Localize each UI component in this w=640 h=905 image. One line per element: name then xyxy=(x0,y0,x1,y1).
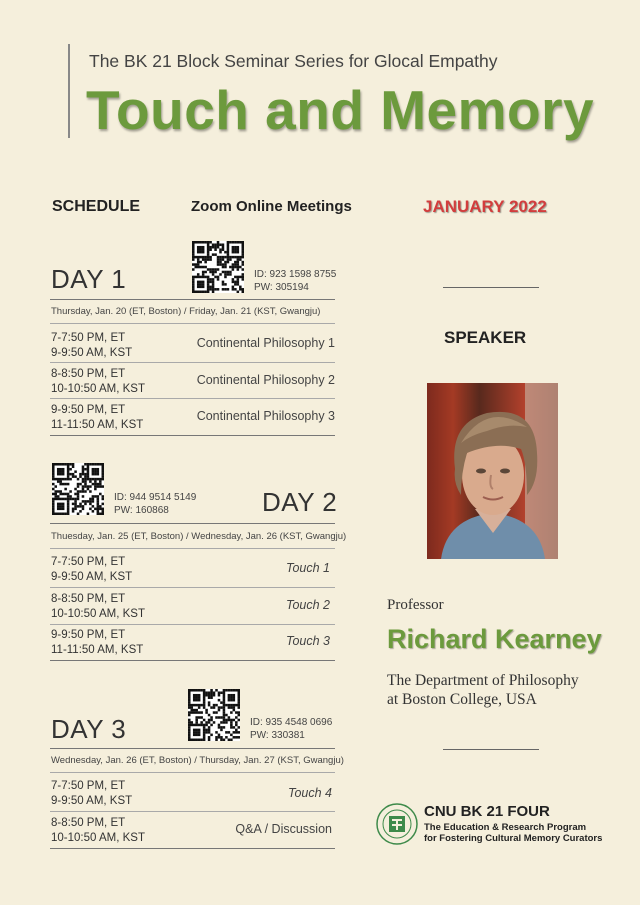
day2-meeting-info xyxy=(114,491,196,517)
time-et: 9-9:50 PM, ET xyxy=(51,629,126,641)
session-time xyxy=(51,779,132,808)
session-title: Touch 1 xyxy=(285,561,330,575)
header-divider xyxy=(68,44,70,138)
divider xyxy=(50,362,335,363)
divider xyxy=(50,748,335,749)
session-title: Q&A / Discussion xyxy=(235,822,332,836)
day2-meeting-id: ID: 944 9514 5149 xyxy=(114,492,197,503)
day3-password: PW: 330381 xyxy=(250,730,305,741)
qr-code-icon xyxy=(188,689,240,741)
session-title: Continental Philosophy 2 xyxy=(196,373,335,387)
day3-meeting-info xyxy=(250,716,332,742)
time-et: 7-7:50 PM, ET xyxy=(51,780,126,792)
divider xyxy=(50,299,335,300)
session-title: Continental Philosophy 3 xyxy=(196,409,335,423)
day1-meeting-id: ID: 923 1598 8755 xyxy=(254,269,337,280)
day3-meeting-id: ID: 935 4548 0696 xyxy=(250,717,333,728)
session-title: Touch 3 xyxy=(285,634,330,648)
divider xyxy=(50,660,335,661)
session-time xyxy=(51,403,143,432)
day1-password: PW: 305194 xyxy=(254,282,309,293)
divider xyxy=(50,548,335,549)
qr-code-icon xyxy=(52,463,104,515)
divider xyxy=(50,848,335,849)
time-kst: 10-10:50 AM, KST xyxy=(51,607,145,620)
day1-date: Thursday, Jan. 20 (ET, Boston) / Friday, Jan. 21 (KST, Gwangju) xyxy=(51,306,321,317)
time-kst: 11-11:50 AM, KST xyxy=(51,418,144,431)
divider xyxy=(50,435,335,436)
divider xyxy=(50,772,335,773)
program-line: for Fostering Cultural Memory Curators xyxy=(424,833,603,844)
time-kst: 11-11:50 AM, KST xyxy=(51,643,144,656)
month-label: JANUARY 2022 xyxy=(423,197,547,216)
separator xyxy=(443,287,539,288)
time-kst: 9-9:50 AM, KST xyxy=(51,346,133,359)
session-time xyxy=(51,628,143,657)
time-et: 7-7:50 PM, ET xyxy=(51,332,126,344)
divider xyxy=(50,587,335,588)
session-time xyxy=(51,331,132,360)
time-et: 8-8:50 PM, ET xyxy=(51,817,126,829)
speaker-heading: SPEAKER xyxy=(444,328,527,347)
cnu-logo-icon xyxy=(376,803,418,845)
speaker-prefix: Professor xyxy=(387,597,444,613)
time-et: 9-9:50 PM, ET xyxy=(51,404,126,416)
day1-title: DAY 1 xyxy=(51,264,127,294)
program-line: The Education & Research Program xyxy=(424,822,587,833)
day2-date: Thuesday, Jan. 25 (ET, Boston) / Wednesday, Jan. 26 (KST, Gwangju) xyxy=(51,531,347,542)
time-kst: 10-10:50 AM, KST xyxy=(51,831,145,844)
divider xyxy=(50,523,335,524)
org-name: CNU BK 21 FOUR xyxy=(424,803,550,820)
time-kst: 9-9:50 AM, KST xyxy=(51,570,133,583)
session-time xyxy=(51,367,145,396)
divider xyxy=(50,398,335,399)
session-time xyxy=(51,592,145,621)
series-title: The BK 21 Block Seminar Series for Glocal Empathy xyxy=(89,51,498,71)
separator xyxy=(443,749,539,750)
speaker-department xyxy=(387,671,579,709)
day2-password: PW: 160868 xyxy=(114,505,169,516)
time-kst: 9-9:50 AM, KST xyxy=(51,794,133,807)
time-kst: 10-10:50 AM, KST xyxy=(51,382,145,395)
time-et: 8-8:50 PM, ET xyxy=(51,593,126,605)
time-et: 8-8:50 PM, ET xyxy=(51,368,126,380)
time-et: 7-7:50 PM, ET xyxy=(51,556,126,568)
speaker-name: Richard Kearney xyxy=(387,624,602,654)
divider xyxy=(50,624,335,625)
session-title: Continental Philosophy 1 xyxy=(196,336,335,350)
department-line: at Boston College, USA xyxy=(387,691,537,708)
session-time xyxy=(51,816,145,845)
schedule-heading: SCHEDULE xyxy=(52,198,141,215)
qr-code-icon xyxy=(192,241,244,293)
divider xyxy=(50,323,335,324)
day3-title: DAY 3 xyxy=(51,714,127,744)
department-line: The Department of Philosophy xyxy=(387,672,579,689)
speaker-photo xyxy=(427,383,558,559)
program-name xyxy=(424,822,602,844)
zoom-label: Zoom Online Meetings xyxy=(191,198,352,215)
day1-meeting-info xyxy=(254,268,336,294)
divider xyxy=(50,811,335,812)
main-title: Touch and Memory xyxy=(86,79,595,141)
day3-date: Wednesday, Jan. 26 (ET, Boston) / Thursday, Jan. 27 (KST, Gwangju) xyxy=(51,755,344,766)
portrait-image xyxy=(427,383,558,559)
session-title: Touch 4 xyxy=(287,786,332,800)
session-title: Touch 2 xyxy=(285,598,330,612)
session-time xyxy=(51,555,132,584)
day2-title: DAY 2 xyxy=(262,487,338,517)
